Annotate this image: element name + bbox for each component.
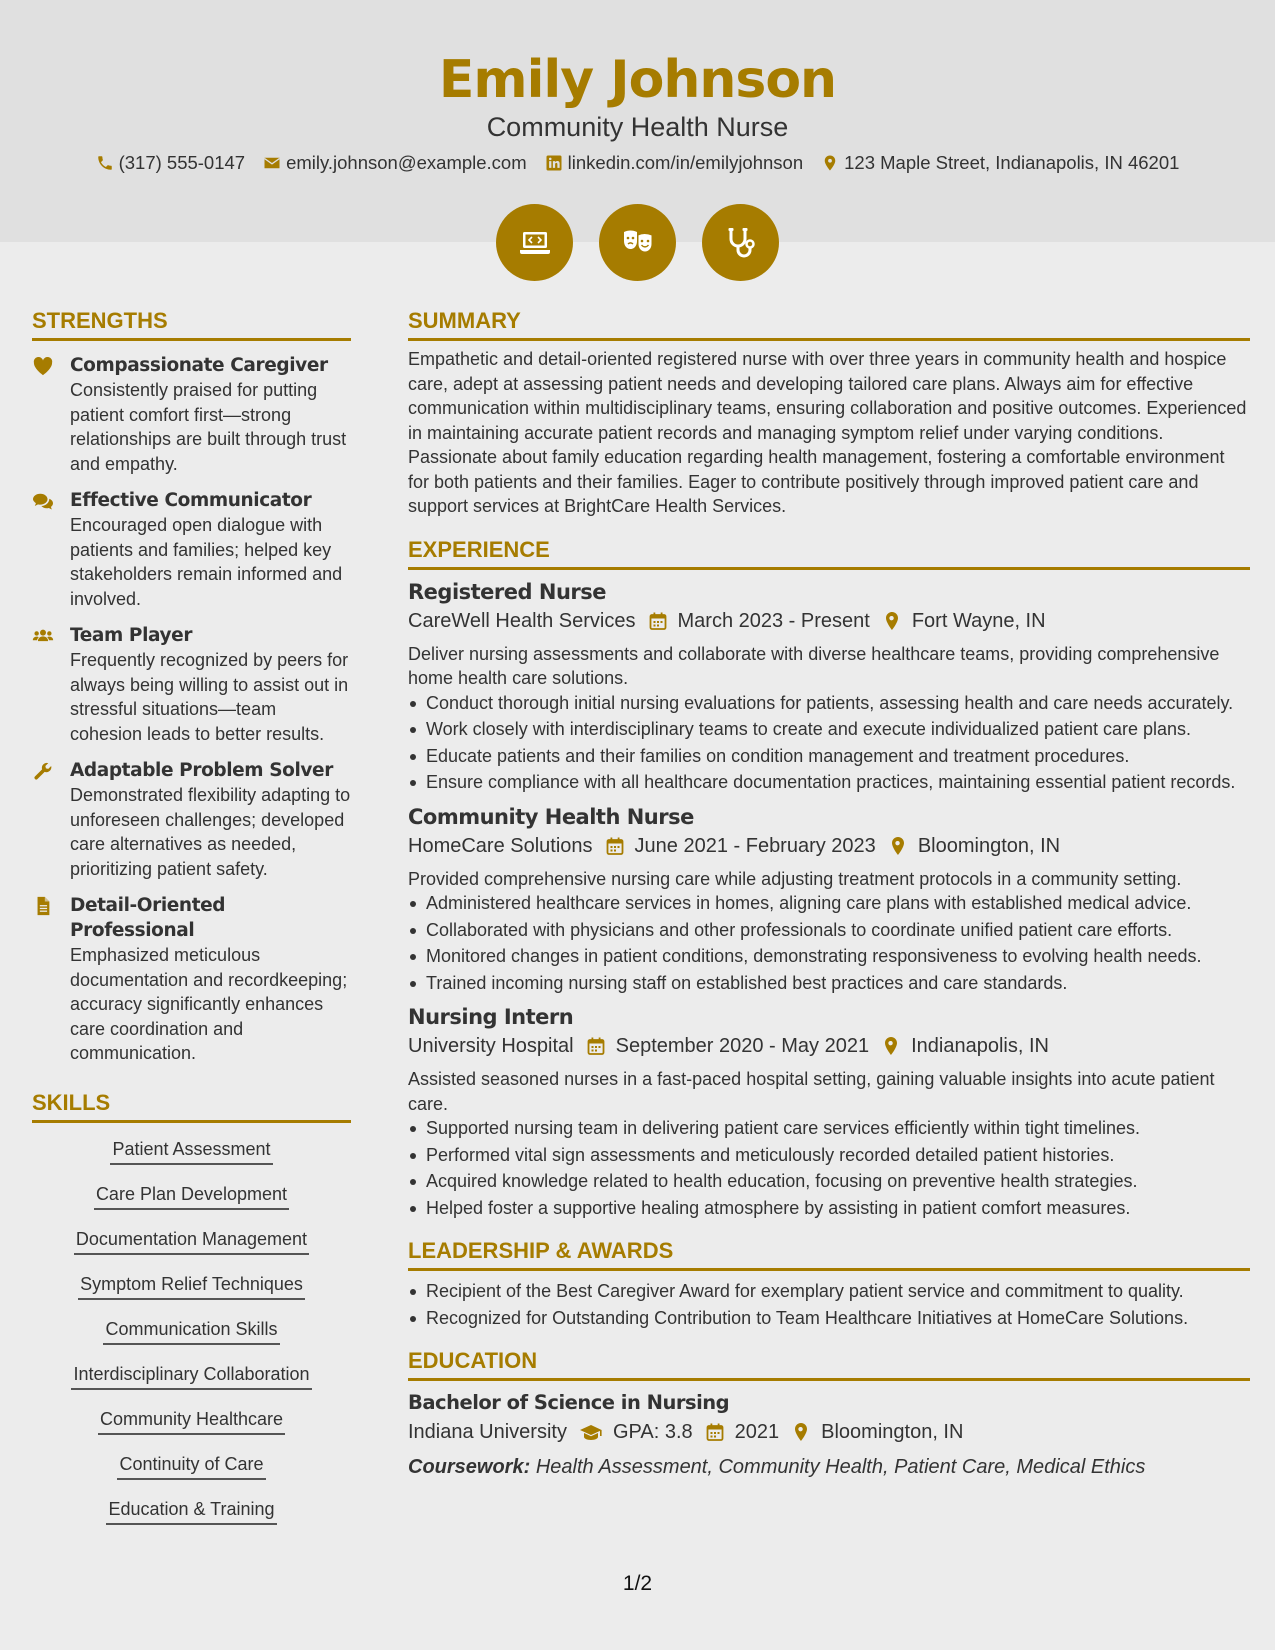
list-item: Educate patients and their families on condition management and treatment procedures. bbox=[408, 744, 1250, 769]
coursework-label: Coursework: bbox=[408, 1456, 531, 1478]
strength-item bbox=[32, 353, 351, 476]
coursework bbox=[408, 1453, 1250, 1481]
strength-desc: Encouraged open dialogue with patients and families; helped key stakeholders remain informed and involved. bbox=[70, 515, 343, 609]
stethoscope-icon bbox=[702, 204, 779, 281]
laptop-code-icon bbox=[496, 204, 573, 281]
phone-icon bbox=[96, 154, 114, 172]
strength-desc: Consistently praised for putting patient comfort first—strong relationships are built through trust and empathy. bbox=[70, 380, 347, 474]
strengths-heading: STRENGTHS bbox=[32, 306, 351, 341]
job-description: Provided comprehensive nursing care while adjusting treatment protocols in a community setting. bbox=[408, 868, 1182, 889]
map-marker-icon bbox=[881, 1036, 901, 1056]
job-bullets bbox=[408, 891, 1250, 995]
list-item: Work closely with interdisciplinary teams to create and execute individualized patient care plans. bbox=[408, 717, 1250, 742]
job-bullets bbox=[408, 691, 1250, 795]
skills-heading: SKILLS bbox=[32, 1088, 351, 1123]
calendar-icon bbox=[705, 1422, 725, 1442]
job-title-heading: Community Health Nurse bbox=[486, 112, 789, 142]
summary-heading: SUMMARY bbox=[408, 306, 1250, 341]
strength-desc: Demonstrated flexibility adapting to unforeseen challenges; developed care alternatives as needed, prioritizing patient safety. bbox=[70, 785, 351, 879]
skill-tag: Patient Assessment bbox=[110, 1135, 272, 1165]
skill-tag: Care Plan Development bbox=[94, 1180, 289, 1210]
list-item: Supported nursing team in delivering patient care services efficiently within tight timelines. bbox=[408, 1116, 1250, 1141]
experience-entry bbox=[408, 578, 1250, 795]
file-icon bbox=[32, 896, 54, 916]
job-dates: June 2021 - February 2023 bbox=[634, 834, 876, 857]
job-description: Assisted seasoned nurses in a fast-paced hospital setting, gaining valuable insights into acute patient care. bbox=[408, 1069, 1215, 1114]
skill-tag: Continuity of Care bbox=[117, 1450, 265, 1480]
education-meta bbox=[408, 1417, 1250, 1447]
job-dates: September 2020 - May 2021 bbox=[615, 1035, 870, 1057]
contact-bar bbox=[0, 151, 1275, 175]
gpa: GPA: 3.8 bbox=[612, 1421, 693, 1443]
list-item: Acquired knowledge related to health education, focusing on preventive health strategies. bbox=[408, 1169, 1250, 1194]
strength-title: Team Player bbox=[70, 625, 193, 646]
right-column bbox=[408, 306, 1250, 1481]
skill-tag: Community Healthcare bbox=[98, 1405, 285, 1435]
company-name: CareWell Health Services bbox=[408, 609, 636, 632]
coursework-list: Health Assessment, Community Health, Patient Care, Medical Ethics bbox=[535, 1456, 1146, 1478]
heart-icon bbox=[32, 356, 54, 376]
strength-item bbox=[32, 758, 351, 881]
graduation-year: 2021 bbox=[734, 1421, 780, 1443]
job-dates: March 2023 - Present bbox=[677, 609, 870, 632]
strength-item bbox=[32, 488, 351, 611]
map-marker-icon bbox=[882, 611, 902, 631]
strength-title: Effective Communicator bbox=[70, 490, 312, 511]
job-location: Fort Wayne, IN bbox=[911, 609, 1046, 632]
contact-linkedin[interactable] bbox=[545, 151, 803, 175]
experience-heading: EXPERIENCE bbox=[408, 535, 1250, 570]
calendar-icon bbox=[605, 836, 625, 856]
list-item: Administered healthcare services in homes, aligning care plans with established medical advice. bbox=[408, 891, 1250, 916]
map-marker-icon bbox=[791, 1422, 811, 1442]
list-item: Recipient of the Best Caregiver Award for exemplary patient service and commitment to quality. bbox=[408, 1279, 1250, 1304]
map-marker-icon bbox=[821, 154, 839, 172]
strength-desc: Frequently recognized by peers for always being willing to assist out in stressful situations—team cohesion leads to better results. bbox=[70, 650, 349, 744]
skill-tag: Communication Skills bbox=[103, 1315, 279, 1345]
theater-masks-icon bbox=[599, 204, 676, 281]
strength-title: Detail-Oriented Professional bbox=[70, 895, 226, 941]
strength-item bbox=[32, 893, 351, 1066]
job-bullets bbox=[408, 1116, 1250, 1220]
job-meta bbox=[408, 606, 1250, 636]
list-item: Trained incoming nursing staff on established best practices and care standards. bbox=[408, 971, 1250, 996]
contact-email[interactable] bbox=[263, 151, 527, 175]
list-item: Collaborated with physicians and other professionals to coordinate unified patient care efforts. bbox=[408, 918, 1250, 943]
degree-title: Bachelor of Science in Nursing bbox=[408, 1391, 730, 1414]
position-title: Registered Nurse bbox=[408, 579, 606, 604]
email-text: emily.johnson@example.com bbox=[286, 152, 527, 173]
summary-text: Empathetic and detail-oriented registered nurse with over three years in community health and hospice care, adept at assessing patient needs and developing tailored care plans. Always aim for effective communication within multidisciplinary teams, ensuring collaboration and positive outcomes. Experienced in maintaining accurate patient records and managing symptom relief under varying conditions. Passionate about family education regarding health management, fostering a comfortable environment for both patients and their families. Eager to contribute positively through improved patient care and support services at BrightCare Health Services. bbox=[408, 349, 1247, 516]
list-item: Performed vital sign assessments and meticulously recorded detailed patient histories. bbox=[408, 1143, 1250, 1168]
job-location: Bloomington, IN bbox=[917, 834, 1061, 857]
experience-entry bbox=[408, 1003, 1250, 1220]
contact-phone[interactable] bbox=[96, 151, 246, 175]
education-location: Bloomington, IN bbox=[821, 1421, 964, 1443]
position-title: Community Health Nurse bbox=[408, 804, 694, 829]
skills-list bbox=[32, 1123, 351, 1536]
awards-heading: LEADERSHIP & AWARDS bbox=[408, 1236, 1250, 1271]
strength-desc: Emphasized meticulous documentation and recordkeeping; accuracy significantly enhances care coordination and communication. bbox=[70, 945, 348, 1063]
position-title: Nursing Intern bbox=[408, 1005, 574, 1029]
job-description: Deliver nursing assessments and collaborate with diverse healthcare teams, providing comprehensive home health care solutions. bbox=[408, 643, 1220, 688]
phone-text: (317) 555-0147 bbox=[118, 152, 246, 173]
skill-tag: Documentation Management bbox=[74, 1225, 309, 1255]
hobby-icons bbox=[0, 204, 1275, 281]
education-heading: EDUCATION bbox=[408, 1346, 1250, 1381]
comments-icon bbox=[32, 491, 54, 511]
page-number: 1/2 bbox=[622, 1572, 653, 1595]
list-item: Recognized for Outstanding Contribution to Team Healthcare Initiatives at HomeCare Solutions. bbox=[408, 1306, 1250, 1331]
envelope-icon bbox=[263, 154, 281, 172]
company-name: HomeCare Solutions bbox=[408, 834, 593, 857]
school-name: Indiana University bbox=[408, 1421, 567, 1443]
contact-address bbox=[821, 151, 1179, 175]
list-item: Conduct thorough initial nursing evaluations for patients, assessing health and care needs accurately. bbox=[408, 691, 1250, 716]
address-text: 123 Maple Street, Indianapolis, IN 46201 bbox=[844, 152, 1180, 173]
strength-title: Adaptable Problem Solver bbox=[70, 760, 333, 781]
list-item: Monitored changes in patient conditions, demonstrating responsiveness to evolving health needs. bbox=[408, 944, 1250, 969]
graduation-cap-icon bbox=[579, 1422, 603, 1442]
job-meta bbox=[408, 831, 1250, 861]
users-icon bbox=[32, 626, 54, 646]
list-item: Ensure compliance with all healthcare documentation practices, maintaining essential patient records. bbox=[408, 770, 1250, 795]
wrench-icon bbox=[32, 761, 54, 781]
linkedin-text: linkedin.com/in/emilyjohnson bbox=[567, 152, 804, 173]
candidate-name: Emily Johnson bbox=[438, 50, 837, 110]
map-marker-icon bbox=[888, 836, 908, 856]
awards-list bbox=[408, 1279, 1250, 1330]
experience-entry bbox=[408, 803, 1250, 996]
skill-tag: Interdisciplinary Collaboration bbox=[71, 1360, 311, 1390]
list-item: Helped foster a supportive healing atmosphere by assisting in patient comfort measures. bbox=[408, 1196, 1250, 1221]
calendar-icon bbox=[648, 611, 668, 631]
strength-title: Compassionate Caregiver bbox=[70, 355, 328, 376]
job-meta bbox=[408, 1031, 1250, 1061]
linkedin-icon bbox=[545, 154, 563, 172]
left-column bbox=[32, 306, 351, 1536]
job-location: Indianapolis, IN bbox=[911, 1035, 1049, 1057]
strength-item bbox=[32, 623, 351, 746]
skill-tag: Education & Training bbox=[106, 1495, 276, 1525]
calendar-icon bbox=[586, 1036, 606, 1056]
company-name: University Hospital bbox=[408, 1035, 574, 1057]
skill-tag: Symptom Relief Techniques bbox=[78, 1270, 305, 1300]
